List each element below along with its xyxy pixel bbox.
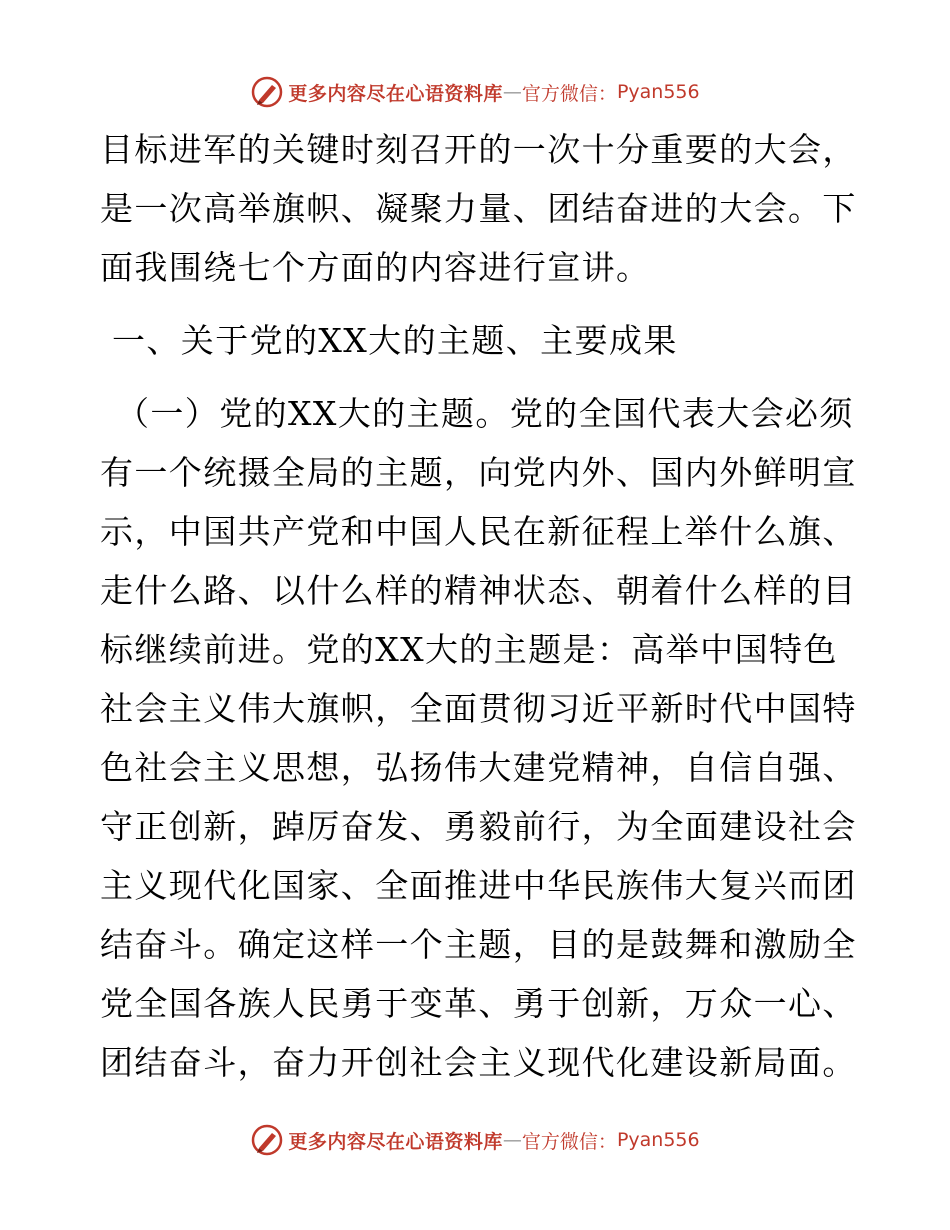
subsection-paragraph: [100, 384, 860, 1092]
text-line: 是一次高举旗帜、凝聚力量、团结奋进的大会。下: [100, 189, 857, 228]
watermark-wechat-id: Pyan556: [616, 1129, 700, 1151]
text-line: 有一个统摄全局的主题，向党内外、国内外鲜明宣: [100, 453, 857, 492]
watermark-separator: —: [502, 1129, 522, 1151]
watermark-separator: —: [502, 81, 522, 103]
text-line: 主义现代化国家、全面推进中华民族伟大复兴而团: [100, 866, 857, 905]
text-line: 目标进军的关键时刻召开的一次十分重要的大会，: [100, 130, 857, 169]
watermark-main-text: 更多内容尽在心语资料库: [288, 1130, 503, 1153]
text-line: 团结奋斗，奋力开创社会主义现代化建设新局面。: [100, 1043, 857, 1082]
text-line: 守正创新，踔厉奋发、勇毅前行，为全面建设社会: [100, 807, 857, 846]
text-line: 社会主义伟大旗帜，全面贯彻习近平新时代中国特: [100, 689, 857, 728]
text-line: （一）党的XX大的主题。党的全国代表大会必须: [116, 394, 854, 433]
watermark-main-text: 更多内容尽在心语资料库: [288, 82, 503, 105]
watermark-header: [0, 72, 950, 112]
watermark-wechat-id: Pyan556: [616, 81, 700, 103]
text-line: 标继续前进。党的XX大的主题是：高举中国特色: [100, 630, 838, 669]
section-heading: 一、关于党的XX大的主题、主要成果: [112, 321, 678, 360]
text-line: 面我围绕七个方面的内容进行宣讲。: [100, 248, 651, 287]
text-line: 示，中国共产党和中国人民在新征程上举什么旗、: [100, 512, 857, 551]
text-line: 党全国各族人民勇于变革、勇于创新，万众一心、: [100, 984, 857, 1023]
pen-logo-icon: [250, 75, 284, 109]
text-line: 走什么路、以什么样的精神状态、朝着什么样的目: [100, 571, 857, 610]
watermark-wechat-label: 官方微信：: [521, 1130, 617, 1153]
text-line: 结奋斗。确定这样一个主题，目的是鼓舞和激励全: [100, 925, 857, 964]
pen-logo-icon: [250, 1123, 284, 1157]
document-body: [100, 120, 860, 1092]
watermark-footer: [0, 1120, 950, 1160]
watermark-wechat-label: 官方微信：: [521, 82, 617, 105]
text-line: 色社会主义思想，弘扬伟大建党精神，自信自强、: [100, 748, 857, 787]
intro-paragraph: [100, 120, 860, 297]
